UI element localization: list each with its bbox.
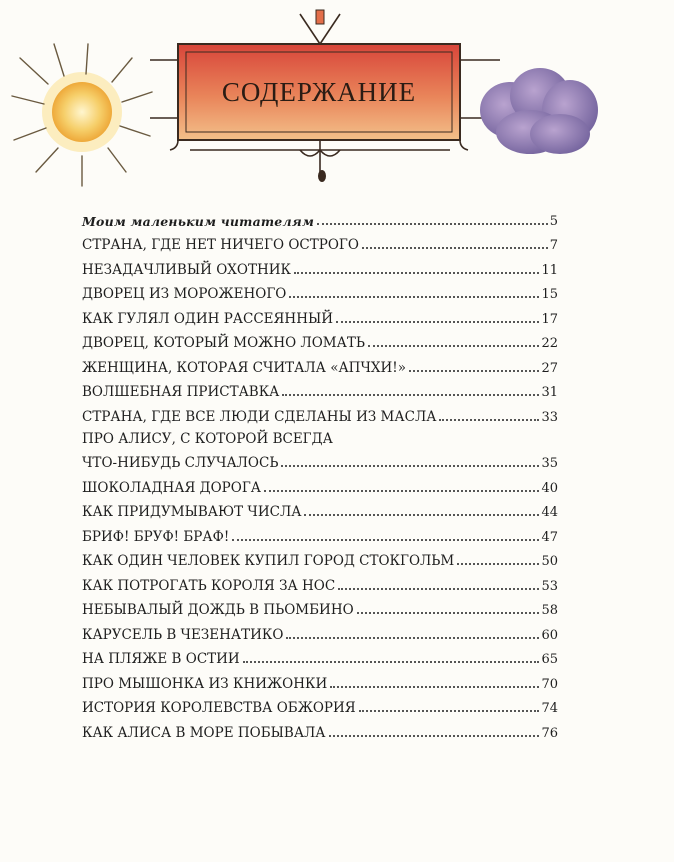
toc-page-number: 65	[541, 652, 558, 667]
page-title: СОДЕРЖАНИЕ	[221, 76, 417, 107]
toc-page-number: 47	[541, 529, 558, 545]
toc-entry[interactable]	[82, 229, 558, 254]
toc-page-number: 7	[549, 238, 558, 253]
toc-entry[interactable]	[82, 667, 558, 692]
toc-page-number: 22	[541, 336, 558, 351]
toc-label-line1: ПРО АЛИСУ, С КОТОРОЙ ВСЕГДА	[82, 430, 333, 447]
sun-icon	[12, 44, 152, 186]
toc-leader-dots	[330, 686, 539, 688]
toc-page-number: 44	[541, 505, 558, 520]
table-of-contents	[82, 204, 558, 741]
toc-page-number: 50	[541, 554, 558, 569]
toc-entry[interactable]	[82, 327, 558, 352]
toc-entry[interactable]	[82, 351, 558, 376]
toc-page-number: 76	[541, 725, 558, 741]
toc-entry[interactable]	[82, 692, 558, 717]
toc-label: КАК ОДИН ЧЕЛОВЕК КУПИЛ ГОРОД СТОКГОЛЬМ	[82, 553, 455, 569]
toc-page-number: 11	[541, 262, 558, 278]
toc-leader-dots	[289, 296, 539, 298]
toc-label: Моим маленьким читателям	[82, 213, 315, 229]
toc-label: НЕЗАДАЧЛИВЫЙ ОХОТНИК	[82, 261, 291, 278]
toc-label: КАК ПОТРОГАТЬ КОРОЛЯ ЗА НОС	[82, 577, 336, 594]
toc-entry[interactable]	[82, 400, 558, 425]
cloud-icon	[480, 68, 598, 154]
toc-leader-dots	[362, 247, 548, 249]
toc-entry[interactable]	[82, 496, 558, 521]
toc-page-number: 15	[541, 287, 558, 302]
toc-page-number: 60	[541, 627, 558, 643]
toc-label: ДВОРЕЦ ИЗ МОРОЖЕНОГО	[82, 286, 287, 302]
toc-label: КАК АЛИСА В МОРЕ ПОБЫВАЛА	[82, 724, 326, 741]
toc-page-number: 35	[541, 456, 558, 471]
toc-page-number: 53	[541, 578, 558, 594]
toc-entry[interactable]	[82, 618, 558, 643]
toc-page-number: 74	[541, 701, 558, 716]
title-sign	[178, 44, 460, 140]
toc-label: НА ПЛЯЖЕ В ОСТИИ	[82, 651, 240, 667]
toc-entry[interactable]	[82, 253, 558, 278]
toc-entry[interactable]	[82, 569, 558, 594]
toc-entry[interactable]	[82, 643, 558, 668]
toc-page-number: 40	[541, 480, 558, 496]
toc-label: ПРО МЫШОНКА ИЗ КНИЖОНКИ	[82, 675, 328, 692]
toc-leader-dots	[232, 539, 539, 541]
toc-leader-dots	[457, 563, 539, 565]
toc-leader-dots	[304, 514, 539, 516]
toc-page-number: 58	[541, 603, 558, 618]
toc-label: БРИФ! БРУФ! БРАФ!	[82, 528, 230, 545]
toc-label-line2: ЧТО-НИБУДЬ СЛУЧАЛОСЬ	[82, 455, 279, 471]
toc-leader-dots	[282, 394, 539, 396]
toc-entry[interactable]	[82, 376, 558, 401]
toc-leader-dots	[336, 321, 539, 323]
toc-entry[interactable]	[82, 302, 558, 327]
toc-label: ШОКОЛАДНАЯ ДОРОГА	[82, 479, 262, 496]
toc-leader-dots	[359, 710, 540, 712]
toc-entry-dedication[interactable]	[82, 204, 558, 229]
toc-label: ИСТОРИЯ КОРОЛЕВСТВА ОБЖОРИЯ	[82, 700, 356, 716]
toc-entry[interactable]	[82, 545, 558, 570]
toc-page-number: 70	[541, 676, 558, 692]
toc-label: ВОЛШЕБНАЯ ПРИСТАВКА	[82, 384, 280, 400]
toc-leader-dots	[243, 661, 540, 663]
toc-entry-two-line[interactable]	[82, 425, 558, 472]
toc-page-number: 31	[541, 385, 558, 400]
toc-leader-dots	[264, 490, 539, 492]
toc-leader-dots	[409, 370, 540, 372]
toc-leader-dots	[368, 345, 540, 347]
toc-entry[interactable]	[82, 716, 558, 741]
toc-label: НЕБЫВАЛЫЙ ДОЖДЬ В ПЬОМБИНО	[82, 602, 354, 618]
toc-leader-dots	[357, 612, 540, 614]
toc-label: КАРУСЕЛЬ В ЧЕЗЕНАТИКО	[82, 626, 284, 643]
toc-page-number: 33	[541, 409, 558, 425]
toc-leader-dots	[329, 735, 540, 737]
toc-label: ЖЕНЩИНА, КОТОРАЯ СЧИТАЛА «АПЧХИ!»	[82, 359, 406, 376]
toc-label: СТРАНА, ГДЕ ВСЕ ЛЮДИ СДЕЛАНЫ ИЗ МАСЛА	[82, 408, 437, 425]
toc-page-number: 5	[549, 213, 558, 229]
toc-leader-dots	[317, 223, 548, 225]
toc-leader-dots	[338, 588, 539, 590]
toc-page-number: 17	[541, 311, 558, 327]
toc-leader-dots	[286, 637, 539, 639]
toc-label: КАК ПРИДУМЫВАЮТ ЧИСЛА	[82, 504, 302, 520]
toc-page-number: 27	[541, 360, 558, 376]
toc-leader-dots	[294, 272, 540, 274]
toc-label: ДВОРЕЦ, КОТОРЫЙ МОЖНО ЛОМАТЬ	[82, 335, 365, 351]
toc-entry[interactable]	[82, 594, 558, 619]
toc-label: КАК ГУЛЯЛ ОДИН РАССЕЯННЫЙ	[82, 310, 334, 327]
toc-leader-dots	[281, 465, 539, 467]
toc-label: СТРАНА, ГДЕ НЕТ НИЧЕГО ОСТРОГО	[82, 237, 359, 253]
toc-leader-dots	[439, 419, 539, 421]
toc-entry[interactable]	[82, 520, 558, 545]
toc-entry[interactable]	[82, 278, 558, 303]
toc-entry[interactable]	[82, 471, 558, 496]
